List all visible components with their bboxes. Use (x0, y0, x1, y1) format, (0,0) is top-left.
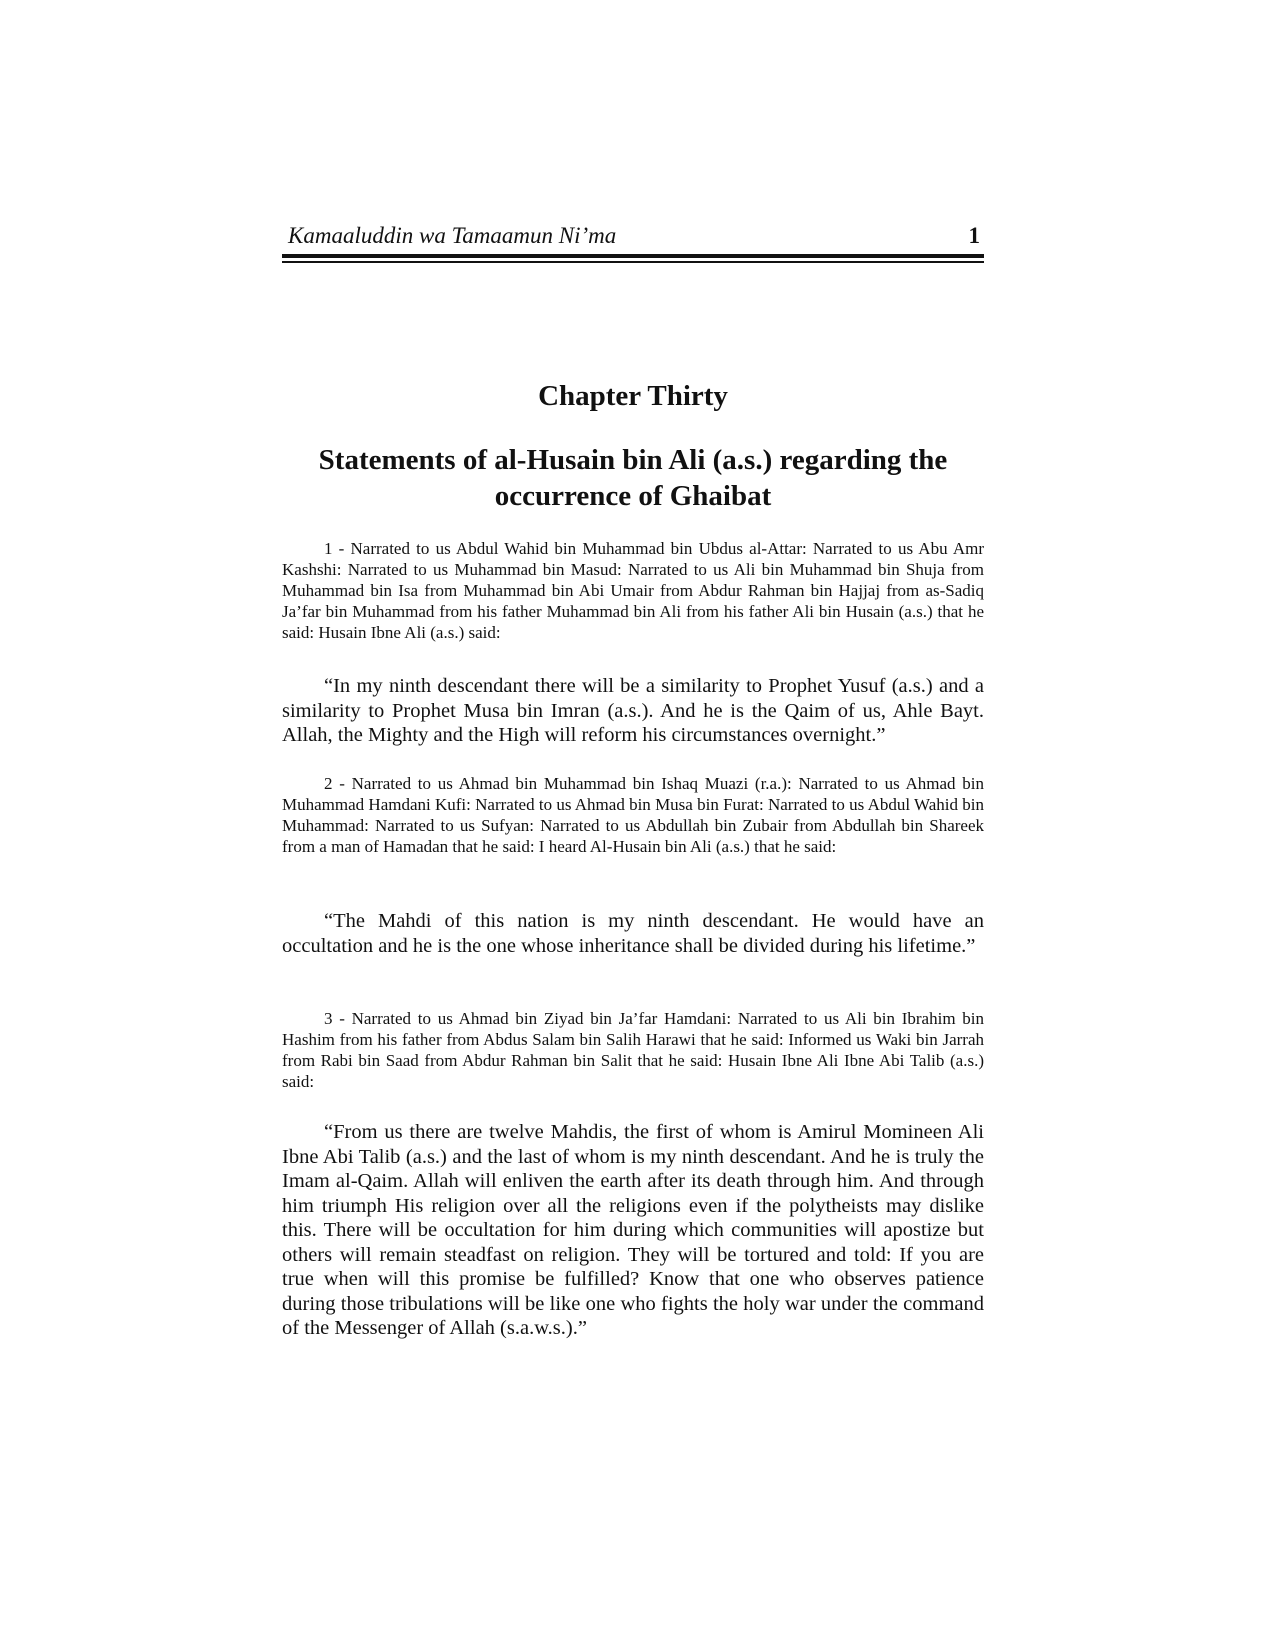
quote-paragraph: “In my ninth descendant there will be a similarity to Prophet Yusuf (a.s.) and a similarity to Prophet Musa bin Imran (a.s.). And he is the Qaim of us, Ahle Bayt. Allah, the Mighty and the High will reform his circumstances overnight.” (282, 675, 984, 746)
book-title: Kamaaluddin wa Tamaamun Ni’ma (288, 223, 617, 248)
narration-paragraph: 2 - Narrated to us Ahmad bin Muhammad bin Ishaq Muazi (r.a.): Narrated to us Ahmad bin Muhammad Hamdani Kufi: Narrated to us Ahmad bin Musa bin Furat: Narrated to us Abdul Wahid bin Muhammad: Narrated to us Sufyan: Narrated to us Abdullah bin Zubair from Abdullah bin Shareek from a man of Hamadan that he said: I heard Al-Husain bin Ali (a.s.) that he said: (282, 774, 984, 856)
header-double-rule (282, 254, 984, 263)
running-header (282, 222, 984, 252)
page-number: 1 (968, 223, 980, 248)
header-rule-thick (282, 254, 984, 258)
section-title: Statements of al-Husain bin Ali (a.s.) regarding the occurrence of Ghaibat (318, 444, 948, 512)
narration-paragraph: 3 - Narrated to us Ahmad bin Ziyad bin Ja’far Hamdani: Narrated to us Ali bin Ibrahim bin Hashim from his father from Abdus Salam bin Salih Harawi that he said: Informed us Waki bin Jarrah from Rabi bin Saad from Abdur Rahman bin Salit that he said: Husain Ibne Ali Ibne Abi Talib (a.s.) said: (282, 1009, 984, 1091)
quote-paragraph: “The Mahdi of this nation is my ninth descendant. He would have an occultation and he is the one whose inheritance shall be divided during his lifetime.” (282, 910, 984, 957)
header-rule-thin (282, 261, 984, 263)
quote-paragraph: “From us there are twelve Mahdis, the first of whom is Amirul Momineen Ali Ibne Abi Talib (a.s.) and the last of whom is my ninth descendant. And he is truly the Imam al-Qaim. Allah will enliven the earth after its death through him. And through him triumph His religion over all the religions even if the polytheists may dislike this. There will be occultation for him during which communities will apostize but others will remain steadfast on religion. They will be tortured and told: If you are true when will this promise be fulfilled? Know that one who observes patience during those tribulations will be like one who fights the holy war under the command of the Messenger of Allah (s.a.w.s.).” (282, 1121, 984, 1339)
chapter-title: Chapter Thirty (538, 380, 728, 412)
narration-paragraph: 1 - Narrated to us Abdul Wahid bin Muhammad bin Ubdus al-Attar: Narrated to us Abu Amr Kashshi: Narrated to us Muhammad bin Masud: Narrated to us Ali bin Muhammad bin Shuja from Muhammad bin Isa from Muhammad bin Abi Umair from Abdur Rahman bin Hajjaj from as-Sadiq Ja’far bin Muhammad from his father Muhammad bin Ali from his father Ali bin Husain (a.s.) that he said: Husain Ibne Ali (a.s.) said: (282, 539, 984, 642)
